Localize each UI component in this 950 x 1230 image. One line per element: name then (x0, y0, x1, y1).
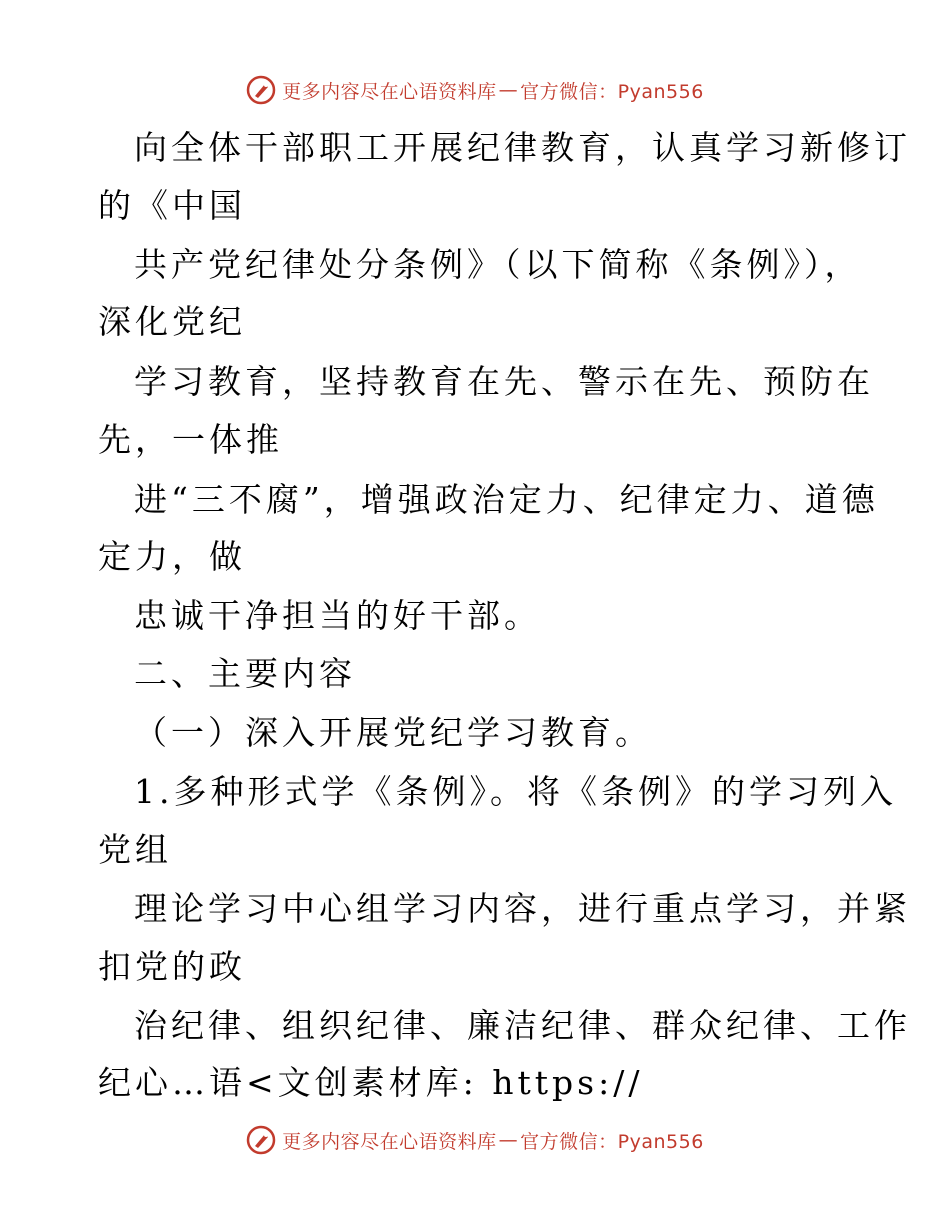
pen-nib-logo-icon (246, 1125, 276, 1155)
body-line: 学习教育，坚持教育在先、警示在先、预防在 (134, 362, 874, 401)
subsection-heading: （一）深入开展党纪学习教育。 (134, 713, 652, 752)
body-line: 治纪律、组织纪律、廉洁纪律、群众纪律、工作 (134, 1006, 911, 1045)
body-line: 进“三不腐”，增强政治定力、纪律定力、道德 (134, 480, 879, 519)
body-line: 先，一体推 (98, 420, 283, 459)
body-line: 1.多种形式学《条例》。将《条例》的学习列入 (134, 772, 897, 811)
body-line: 理论学习中心组学习内容，进行重点学习，并紧 (134, 889, 911, 928)
body-line: 忠诚干净担当的好干部。 (134, 596, 541, 635)
body-line: 向全体干部职工开展纪律教育，认真学习新修订 (134, 128, 911, 167)
body-line: 共产党纪律处分条例》（以下简称《条例》）， (134, 245, 862, 284)
body-line: 深化党纪 (98, 302, 246, 341)
body-line: 的《中国 (98, 186, 246, 225)
watermark-wechat: 官方微信：Pyan556 (520, 80, 704, 103)
body-line: 纪心…语<文创素材库: https:// (98, 1063, 644, 1102)
watermark-separator: — (498, 79, 519, 101)
watermark-text: 更多内容尽在心语资料库 (282, 80, 497, 103)
watermark-wechat: 官方微信：Pyan556 (520, 1130, 704, 1153)
body-line: 扣党的政 (98, 947, 246, 986)
watermark-separator: — (498, 1129, 519, 1151)
body-line: 定力，做 (98, 537, 246, 576)
body-line: 党组 (98, 830, 172, 869)
watermark-text: 更多内容尽在心语资料库 (282, 1130, 497, 1153)
footer-watermark (0, 1122, 950, 1158)
section-heading: 二、主要内容 (134, 654, 356, 693)
